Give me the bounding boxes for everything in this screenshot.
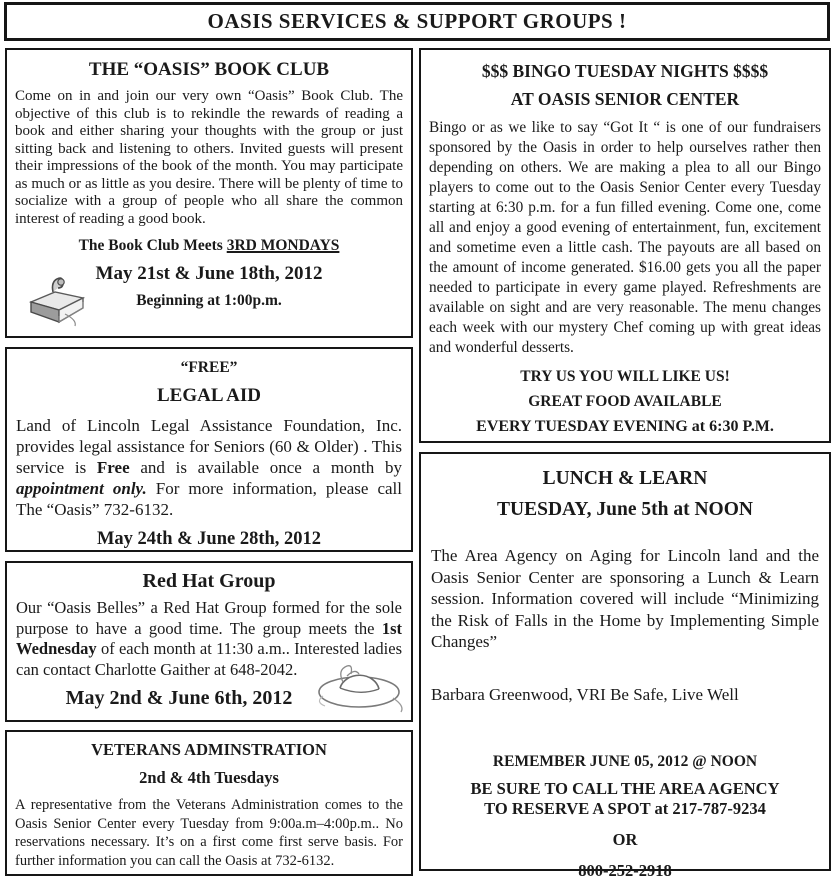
page-header-box (4, 2, 830, 41)
bingo-footer-line1: TRY US YOU WILL LIKE US! (520, 368, 730, 385)
red-hat-body-seg2: of each month at 11:30 a.m.. Interested ladies can contact Charlotte Gaither at 648-2042. (16, 639, 402, 679)
bingo-footer-line3: EVERY TUESDAY EVENING at 6:30 P.M. (476, 418, 774, 435)
section-red-hat-group (5, 561, 413, 722)
legal-aid-quote-title: “FREE” (180, 359, 238, 376)
red-hat-sketch-icon (313, 646, 409, 718)
red-hat-title: Red Hat Group (142, 570, 276, 592)
page-title: OASIS SERVICES & SUPPORT GROUPS ! (207, 9, 627, 33)
legal-aid-body-seg0: Land of Lincoln Legal Assistance Foundation, Inc. provides legal assistance for Seniors (60 & Older) . This service is (16, 416, 402, 477)
section-lunch-and-learn (419, 452, 831, 879)
section-legal-aid (5, 347, 413, 552)
red-hat-body-seg1: 1st Wednesday (16, 618, 402, 658)
bingo-body: Bingo or as we like to say “Got It “ is one of our fundraisers sponsored by the Oasis in order to help ourselves rather then depending on others. We are making a plea to all our Bingo players to come out to the Oasis Senior Center every Tuesday starting at 6:30 p.m. for a fun filled evening. Come one, come all and enjoy a good evening of entertainment, fun, excitement and sometime even a little cash. The payouts are all based on the amount of income generated. $16.00 gets you all the paper needed to participate in every game played. Refreshments are available on sight and are very reasonable. The menu changes each week with our mystery Chef coming up with great ideas and wonderful desserts. (429, 119, 821, 356)
legal-aid-body-seg2: and is available once a month by (129, 458, 402, 477)
legal-aid-dates: May 24th & June 28th, 2012 (96, 529, 322, 549)
book-club-meets-prefix: The Book Club Meets (78, 237, 227, 254)
lunch-learn-speaker: Barbara Greenwood, VRI Be Safe, Live Well (431, 684, 739, 704)
legal-aid-body-seg4: For more information, please call The “Oasis” 732-6132. (16, 479, 402, 519)
book-club-dates: May 21st & June 18th, 2012 (95, 263, 323, 284)
bingo-footer-line2: GREAT FOOD AVAILABLE (528, 393, 722, 410)
red-hat-dates: May 2nd & June 6th, 2012 (65, 687, 293, 709)
book-club-body: Come on in and join our very own “Oasis” Book Club. The objective of this club is to rekindle the rewards of reading a book and either sharing your thoughts with the group or just sitting back and listening to others. Invited guests will present their impressions of the book of the month. You may participate as much or as little as you desire. There will be plenty of time to socialize with a group of people who all share the common interest of reading a good book. (15, 88, 403, 227)
red-hat-body-seg0: Our “Oasis Belles” a Red Hat Group formed for the sole purpose to have a good time. The group meets the (16, 598, 402, 638)
legal-aid-body-seg1: Free (96, 458, 130, 477)
veterans-title: VETERANS ADMINSTRATION (91, 740, 327, 759)
legal-aid-title: LEGAL AID (156, 385, 261, 406)
lunch-learn-title-line1: LUNCH & LEARN (542, 468, 708, 489)
book-club-meets-line (15, 237, 403, 255)
veterans-body: A representative from the Veterans Administration comes to the Oasis Senior Center every Tuesday from 9:00a.m–4:00p.m.. No reservations necessary. It’s on a first come first serve basis. For further information you can call the Oasis at 732-6132. (15, 797, 403, 869)
book-club-title: THE “OASIS” BOOK CLUB (88, 59, 330, 80)
book-with-bookworm-icon (21, 262, 93, 332)
legal-aid-body-seg3: appointment only. (16, 479, 147, 498)
legal-aid-body (16, 415, 402, 520)
book-club-meets-underlined: 3RD MONDAYS (226, 237, 340, 254)
lunch-learn-title-line2: TUESDAY, June 5th at NOON (497, 499, 753, 520)
lunch-learn-body: The Area Agency on Aging for Lincoln land and the Oasis Senior Center are sponsoring a Lunch & Learn session. Information covered will include “Minimizing the Risk of Falls in the Home by Implementing Simple Changes” (431, 546, 819, 651)
section-book-club (5, 48, 413, 338)
lunch-learn-reminder-line4: 800-252-2918 (578, 860, 672, 879)
section-bingo (419, 48, 831, 443)
lunch-learn-reminder-line2: BE SURE TO CALL THE AREA AGENCY TO RESERVE A SPOT at 217-787-9234 (470, 778, 780, 818)
bingo-title-line2: AT OASIS SENIOR CENTER (510, 89, 740, 109)
bingo-title-line1: $$$ BINGO TUESDAY NIGHTS $$$$ (481, 61, 769, 81)
section-veterans-administration (5, 730, 413, 876)
lunch-learn-reminder-line3: OR (612, 829, 638, 849)
veterans-subtitle: 2nd & 4th Tuesdays (139, 768, 279, 787)
lunch-learn-reminder-line1: REMEMBER JUNE 05, 2012 @ NOON (492, 752, 758, 770)
book-club-time: Beginning at 1:00p.m. (136, 292, 282, 309)
